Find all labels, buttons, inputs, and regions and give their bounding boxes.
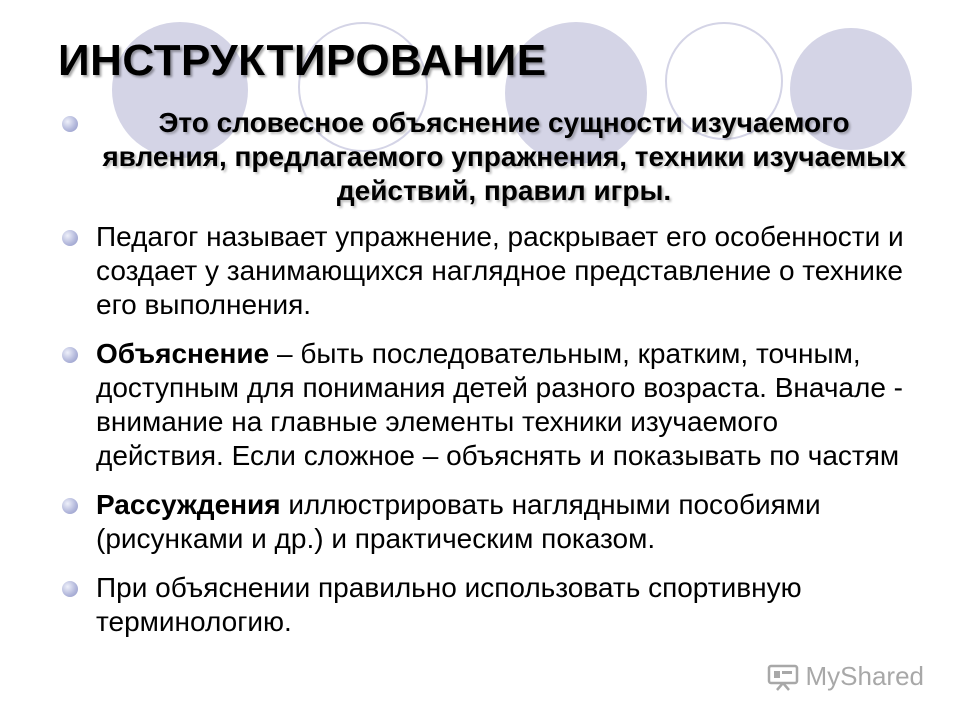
bullet-dot-icon — [62, 581, 78, 597]
bullet-text: иллюстрировать наглядными пособиями (рисунками и др.) и практическим показом. — [96, 489, 821, 554]
bullet-explanation — [62, 337, 912, 473]
bullet-dot-icon — [62, 498, 78, 514]
bullet-lead: Рассуждения — [96, 489, 281, 520]
bullet-dot-icon — [62, 347, 78, 363]
bullet-reasoning — [62, 488, 912, 556]
bullet-list — [62, 106, 912, 639]
bullet-dot-icon — [62, 116, 78, 132]
projector-icon — [766, 662, 800, 692]
slide-title: ИНСТРУКТИРОВАНИЕ — [58, 36, 547, 85]
bullet-text: При объяснении правильно использовать спортивную терминологию. — [96, 572, 802, 637]
bullet-text: Это словесное объяснение сущности изучаемого явления, предлагаемого упражнения, техники изучаемых действий, правил игры. — [102, 107, 906, 206]
watermark — [766, 661, 925, 692]
bullet-text: – быть последовательным, кратким, точным, доступным для понимания детей разного возраста. Вначале - внимание на главные элементы техники изучаемого действия. Если сложное – объяснять и показывать по частям — [96, 338, 903, 471]
watermark-text: MyShared — [805, 661, 924, 691]
bullet-text: Педагог называет упражнение, раскрывает его особенности и создает у занимающихся наглядное представление о технике его выполнения. — [96, 221, 904, 320]
bullet-teacher — [62, 220, 912, 322]
bullet-terminology — [62, 571, 912, 639]
bullet-definition — [62, 106, 912, 208]
bullet-lead: Объяснение — [96, 338, 270, 369]
bullet-dot-icon — [62, 230, 78, 246]
